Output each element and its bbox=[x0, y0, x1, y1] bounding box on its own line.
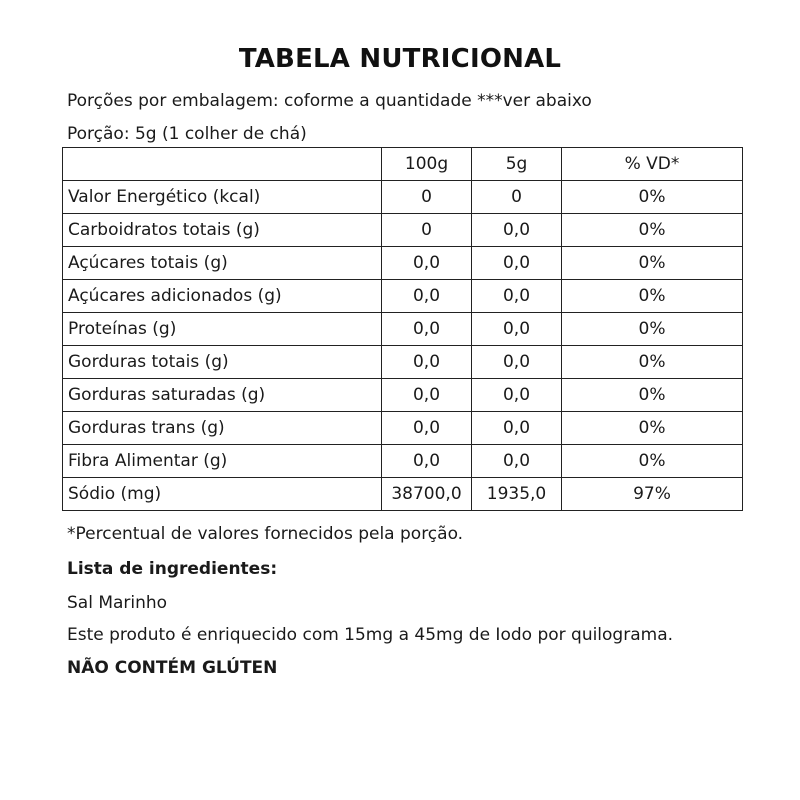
value-5g: 0,0 bbox=[472, 346, 562, 379]
value-vd: 0% bbox=[562, 247, 743, 280]
table-row bbox=[63, 247, 743, 280]
value-5g: 0,0 bbox=[472, 412, 562, 445]
value-5g: 0,0 bbox=[472, 445, 562, 478]
nutrient-label: Açúcares adicionados (g) bbox=[63, 280, 382, 313]
header-nutrient bbox=[63, 148, 382, 181]
value-vd: 0% bbox=[562, 313, 743, 346]
value-vd: 0% bbox=[562, 214, 743, 247]
header-5g: 5g bbox=[472, 148, 562, 181]
table-row bbox=[63, 280, 743, 313]
header-vd: % VD* bbox=[562, 148, 743, 181]
table-row bbox=[63, 346, 743, 379]
value-100g: 0 bbox=[382, 214, 472, 247]
value-vd: 0% bbox=[562, 412, 743, 445]
table-row bbox=[63, 214, 743, 247]
value-5g: 0 bbox=[472, 181, 562, 214]
value-5g: 0,0 bbox=[472, 214, 562, 247]
nutrient-label: Sódio (mg) bbox=[63, 478, 382, 511]
value-100g: 0,0 bbox=[382, 247, 472, 280]
value-vd: 0% bbox=[562, 379, 743, 412]
header-100g: 100g bbox=[382, 148, 472, 181]
gluten-warning: NÃO CONTÉM GLÚTEN bbox=[67, 658, 278, 678]
value-5g: 1935,0 bbox=[472, 478, 562, 511]
value-5g: 0,0 bbox=[472, 379, 562, 412]
portions-per-package: Porções por embalagem: coforme a quantidade ***ver abaixo bbox=[67, 91, 592, 111]
value-5g: 0,0 bbox=[472, 280, 562, 313]
table-row bbox=[63, 412, 743, 445]
value-100g: 0,0 bbox=[382, 445, 472, 478]
nutrient-label: Açúcares totais (g) bbox=[63, 247, 382, 280]
table-row bbox=[63, 379, 743, 412]
value-100g: 0,0 bbox=[382, 280, 472, 313]
ingredients-list: Sal Marinho bbox=[67, 593, 168, 613]
table-row bbox=[63, 478, 743, 511]
value-100g: 38700,0 bbox=[382, 478, 472, 511]
value-100g: 0,0 bbox=[382, 313, 472, 346]
iodine-note: Este produto é enriquecido com 15mg a 45mg de Iodo por quilograma. bbox=[67, 625, 674, 645]
value-5g: 0,0 bbox=[472, 247, 562, 280]
vd-footnote: *Percentual de valores fornecidos pela porção. bbox=[67, 524, 464, 544]
nutrient-label: Carboidratos totais (g) bbox=[63, 214, 382, 247]
nutrient-label: Gorduras trans (g) bbox=[63, 412, 382, 445]
value-100g: 0 bbox=[382, 181, 472, 214]
nutrition-table bbox=[62, 147, 743, 511]
value-vd: 0% bbox=[562, 280, 743, 313]
value-vd: 0% bbox=[562, 346, 743, 379]
table-row bbox=[63, 181, 743, 214]
value-vd: 0% bbox=[562, 445, 743, 478]
nutrient-label: Gorduras totais (g) bbox=[63, 346, 382, 379]
value-vd: 0% bbox=[562, 181, 743, 214]
value-100g: 0,0 bbox=[382, 346, 472, 379]
nutrient-label: Valor Energético (kcal) bbox=[63, 181, 382, 214]
ingredients-heading: Lista de ingredientes: bbox=[67, 559, 278, 579]
table-row bbox=[63, 313, 743, 346]
portion-size: Porção: 5g (1 colher de chá) bbox=[67, 124, 307, 144]
nutrient-label: Gorduras saturadas (g) bbox=[63, 379, 382, 412]
table-header-row bbox=[63, 148, 743, 181]
value-100g: 0,0 bbox=[382, 379, 472, 412]
label-title: TABELA NUTRICIONAL bbox=[238, 44, 562, 74]
nutrient-label: Fibra Alimentar (g) bbox=[63, 445, 382, 478]
nutrient-label: Proteínas (g) bbox=[63, 313, 382, 346]
value-5g: 0,0 bbox=[472, 313, 562, 346]
value-vd: 97% bbox=[562, 478, 743, 511]
value-100g: 0,0 bbox=[382, 412, 472, 445]
table-row bbox=[63, 445, 743, 478]
